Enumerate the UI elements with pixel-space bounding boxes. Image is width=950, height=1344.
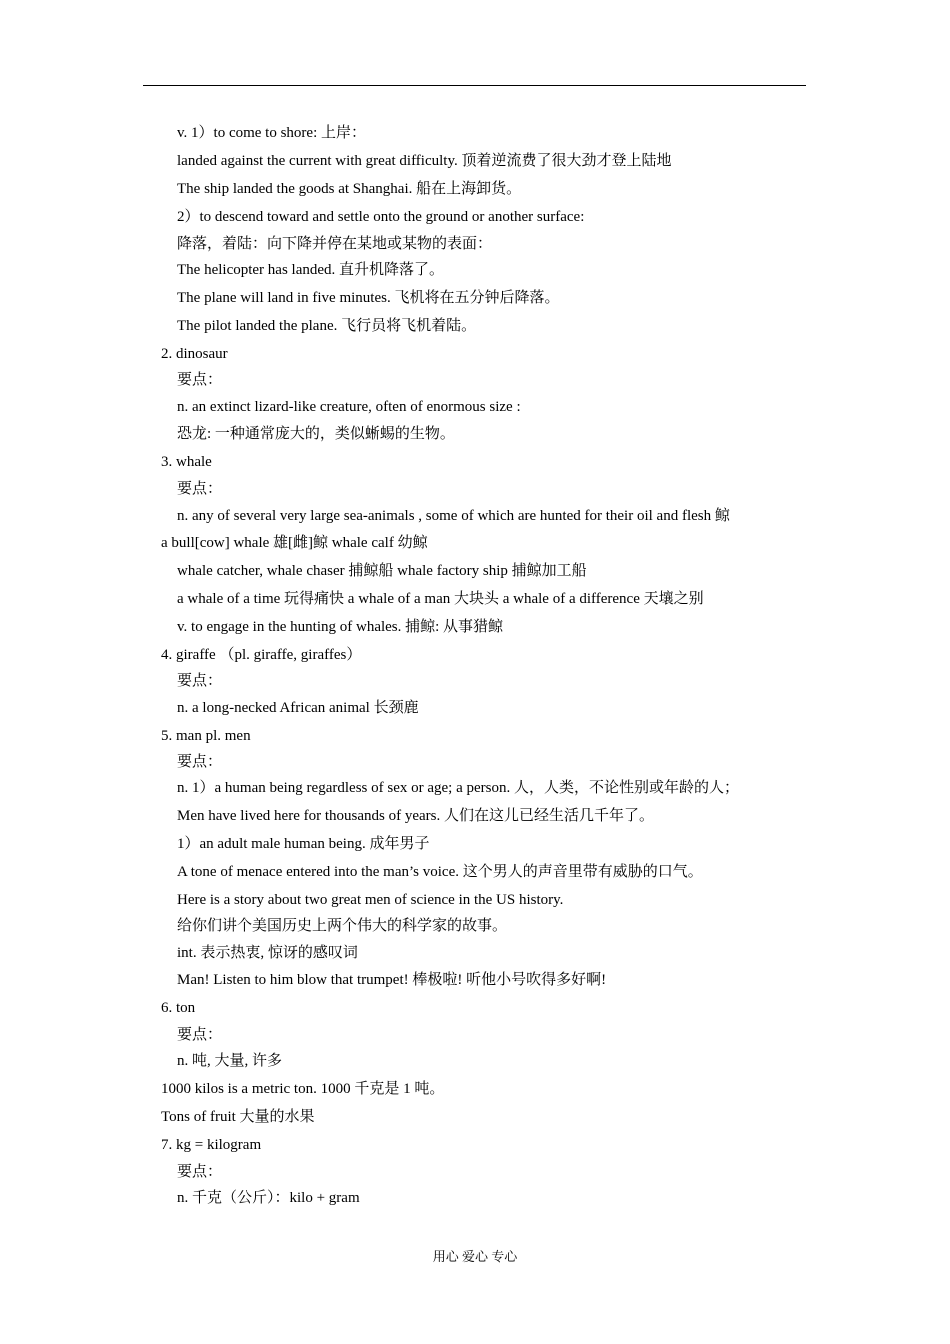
text-line: v. to engage in the hunting of whales. 捕鲸: 从事猎鲸 <box>177 619 504 635</box>
text-line: n. any of several very large sea-animals , some of which are hunted for their oil and flesh 鲸 <box>177 508 730 524</box>
entry-heading: 6. ton <box>161 1000 196 1016</box>
text-line: n. 1）a human being regardless of sex or age; a person. 人，人类，不论性别或年龄的人； <box>177 780 739 796</box>
header-rule <box>143 85 806 86</box>
text-line: The pilot landed the plane. 飞行员将飞机着陆。 <box>177 318 477 334</box>
text-line: int. 表示热衷, 惊讶的感叹词 <box>177 945 358 961</box>
text-line: n. 千克（公斤）：kilo + gram <box>177 1190 360 1206</box>
entry-heading: 5. man pl. men <box>161 728 251 744</box>
text-line: 要点： <box>177 481 223 497</box>
text-line: 1000 kilos is a metric ton. 1000 千克是 1 吨。 <box>161 1081 445 1097</box>
page-footer: 用心 爱心 专心 <box>432 1249 518 1264</box>
text-line: n. an extinct lizard-like creature, often of enormous size : <box>177 399 521 415</box>
text-line: v. 1）to come to shore: 上岸： <box>177 125 367 141</box>
text-line: n. a long-necked African animal 长颈鹿 <box>177 700 419 716</box>
text-line: landed against the current with great difficulty. 顶着逆流费了很大劲才登上陆地 <box>177 153 672 169</box>
text-line: A tone of menace entered into the man’s voice. 这个男人的声音里带有威胁的口气。 <box>177 864 703 880</box>
text-line: Tons of fruit 大量的水果 <box>161 1109 315 1125</box>
text-line: The plane will land in five minutes. 飞机将在五分钟后降落。 <box>177 290 560 306</box>
text-line: a whale of a time 玩得痛快 a whale of a man 大块头 a whale of a difference 天壤之别 <box>177 591 704 607</box>
entry-heading: 2. dinosaur <box>161 346 228 362</box>
text-line: The ship landed the goods at Shanghai. 船在上海卸货。 <box>177 181 522 197</box>
text-line: Man! Listen to him blow that trumpet! 棒极啦! 听他小号吹得多好啊! <box>177 972 607 988</box>
text-line: 2）to descend toward and settle onto the ground or another surface: <box>177 209 585 225</box>
text-line: 要点： <box>177 754 223 770</box>
text-line: 恐龙: 一种通常庞大的，类似蜥蜴的生物。 <box>177 426 455 442</box>
text-line: n. 吨, 大量, 许多 <box>177 1053 283 1069</box>
text-line: whale catcher, whale chaser 捕鲸船 whale factory ship 捕鲸加工船 <box>177 563 587 579</box>
text-line: 要点： <box>177 372 223 388</box>
text-line: 要点： <box>177 1027 223 1043</box>
entry-heading: 7. kg = kilogram <box>161 1137 262 1153</box>
entry-heading: 3. whale <box>161 454 212 470</box>
text-line: 降落，着陆：向下降并停在某地或某物的表面： <box>177 236 493 252</box>
text-line: Here is a story about two great men of science in the US history. <box>177 892 564 908</box>
text-line: 1）an adult male human being. 成年男子 <box>177 836 430 852</box>
text-line: Men have lived here for thousands of years. 人们在这儿已经生活几千年了。 <box>177 808 654 824</box>
text-line: a bull[cow] whale 雄[雌]鲸 whale calf 幼鲸 <box>161 535 428 551</box>
text-line: The helicopter has landed. 直升机降落了。 <box>177 262 445 278</box>
text-line: 要点： <box>177 1164 223 1180</box>
text-line: 给你们讲个美国历史上两个伟大的科学家的故事。 <box>177 918 508 934</box>
text-line: 要点： <box>177 673 223 689</box>
entry-heading: 4. giraffe （pl. giraffe, giraffes） <box>161 647 362 663</box>
